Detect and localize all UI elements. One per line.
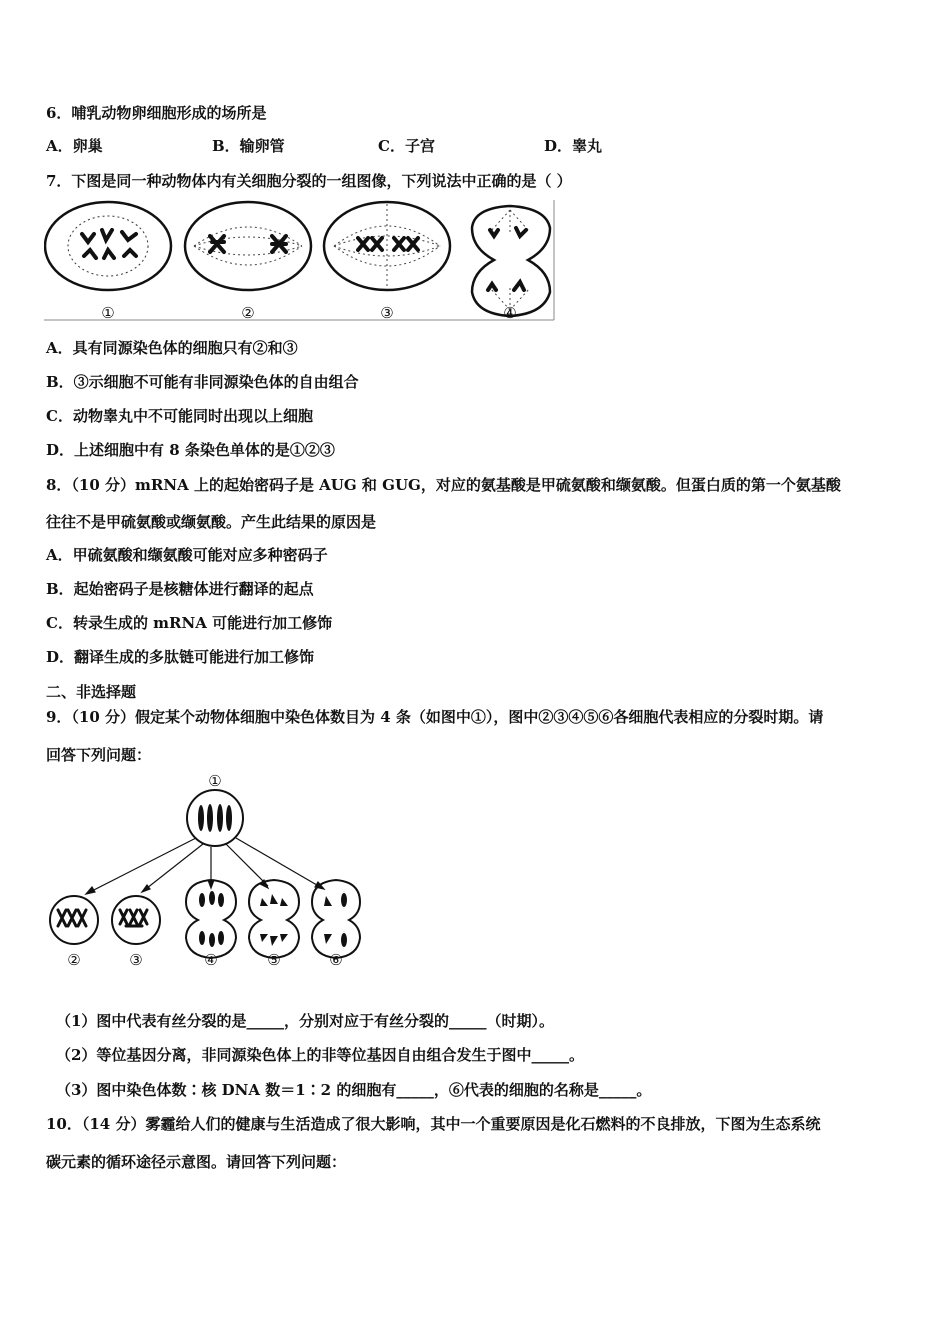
q7-label-4: ④	[503, 304, 517, 322]
q7-cell-2	[185, 202, 311, 290]
q6-option-c: C．子宫	[378, 137, 435, 155]
q8-option-d: D．翻译生成的多肽链可能进行加工修饰	[46, 648, 315, 666]
q7-option-a: A．具有同源染色体的细胞只有②和③	[46, 339, 298, 357]
q9-label-1: ①	[208, 772, 222, 790]
q7-option-b: B．③示细胞不可能有非同源染色体的自由组合	[46, 373, 359, 391]
q7-cell-4	[472, 206, 550, 316]
q9-cell-2	[50, 896, 98, 944]
q9-cell-5	[249, 880, 299, 958]
q8-option-b: B．起始密码子是核糖体进行翻译的起点	[46, 580, 314, 598]
q7-label-1: ①	[101, 304, 115, 322]
q7-option-d: D．上述细胞中有 8 条染色单体的是①②③	[46, 441, 335, 459]
q8-option-c: C．转录生成的 mRNA 可能进行加工修饰	[46, 614, 333, 632]
q9-label-3: ③	[129, 951, 143, 969]
q8-option-a: A．甲硫氨酸和缬氨酸可能对应多种密码子	[46, 546, 328, 564]
q9-label-4: ④	[204, 951, 218, 969]
q10-stem-line2: 碳元素的循环途径示意图。请回答下列问题：	[46, 1153, 347, 1171]
q7-option-c: C．动物睾丸中不可能同时出现以上细胞	[46, 407, 313, 425]
q9-subquestion-2: （2）等位基因分离，非同源染色体上的非等位基因自由组合发生于图中_____。	[56, 1046, 584, 1064]
q7-label-2: ②	[241, 304, 255, 322]
q9-stem-line2: 回答下列问题：	[46, 746, 152, 764]
q8-stem-line2: 往往不是甲硫氨酸或缬氨酸。产生此结果的原因是	[46, 513, 377, 531]
q9-cell-4	[186, 880, 236, 958]
q7-cell-1	[45, 202, 171, 290]
q9-label-6: ⑥	[329, 951, 343, 969]
q6-option-a: A．卵巢	[46, 137, 103, 155]
q10-stem-line1: 10．（14 分）雾霾给人们的健康与生活造成了很大影响，其中一个重要原因是化石燃料的不良排放，下图为生态系统	[46, 1115, 821, 1133]
q9-cell-division-figure	[46, 770, 366, 970]
q9-subquestion-1: （1）图中代表有丝分裂的是_____，分别对应于有丝分裂的_____（时期）。	[56, 1012, 554, 1030]
q9-cell-3	[112, 896, 160, 944]
q9-label-5: ⑤	[267, 951, 281, 969]
q7-cell-3	[324, 202, 450, 290]
q9-label-2: ②	[67, 951, 81, 969]
q6-option-b: B．输卵管	[212, 137, 285, 155]
q6-option-d: D．睾丸	[544, 137, 603, 155]
q9-subquestion-3: （3）图中染色体数∶核 DNA 数＝1∶2 的细胞有_____，⑥代表的细胞的名称是_____。	[56, 1081, 652, 1099]
q7-label-3: ③	[380, 304, 394, 322]
q9-cell-1	[187, 790, 243, 846]
section-2-title: 二、非选择题	[46, 683, 137, 701]
q7-cell-division-figure	[44, 198, 556, 322]
q9-stem-line1: 9．（10 分）假定某个动物体细胞中染色体数目为 4 条（如图中①），图中②③④⑤⑥各细胞代表相应的分裂时期。请	[46, 708, 824, 726]
q7-stem: 7．下图是同一种动物体内有关细胞分裂的一组图像，下列说法中正确的是（ ）	[46, 172, 572, 190]
q8-stem-line1: 8．（10 分）mRNA 上的起始密码子是 AUG 和 GUG，对应的氨基酸是甲硫氨酸和缬氨酸。但蛋白质的第一个氨基酸	[46, 476, 841, 494]
q9-cell-6	[312, 880, 360, 958]
q6-stem: 6．哺乳动物卵细胞形成的场所是	[46, 104, 267, 122]
